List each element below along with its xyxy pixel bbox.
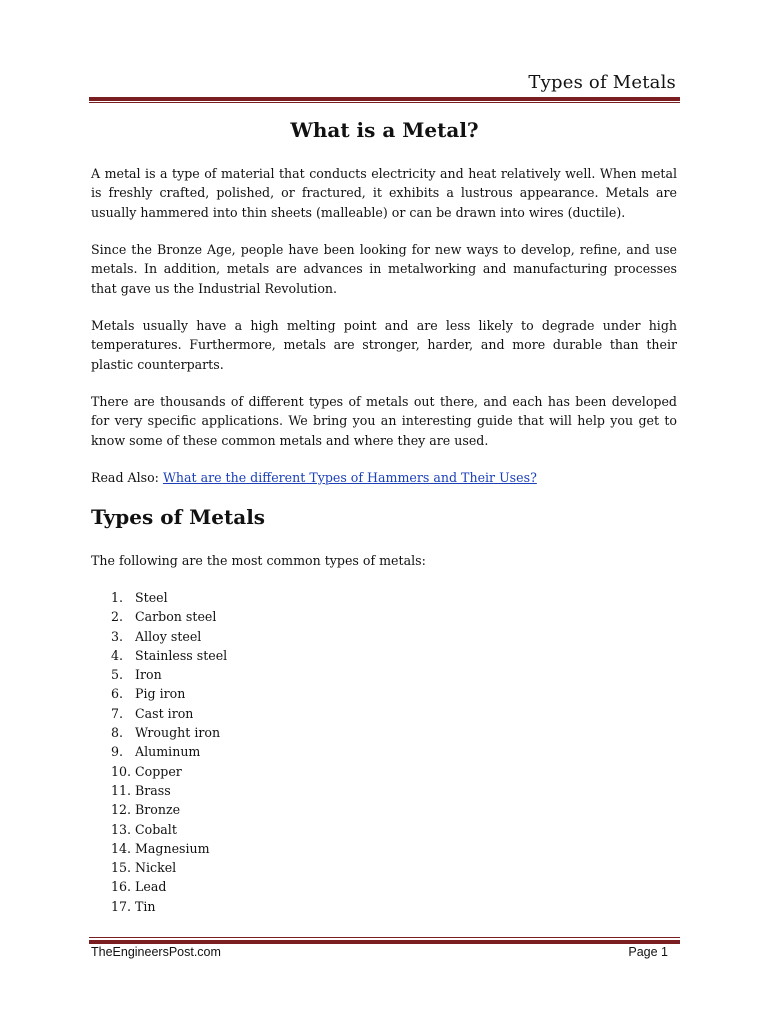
- list-item: 6. Pig iron: [111, 686, 186, 702]
- list-item: 12. Bronze: [111, 802, 181, 818]
- list-item: 11. Brass: [111, 782, 171, 798]
- paragraph-1: A metal is a type of material that conducts electricity and heat relatively well. When metal is freshly crafted, polished, or fractured, it exhibits a lustrous appearance. Metals are usually hammered into thin sheets (malleable) or can be drawn into wires (ductile).: [91, 166, 677, 220]
- list-item: 13. Cobalt: [111, 821, 177, 837]
- list-item: 2. Carbon steel: [111, 609, 217, 625]
- metal-types-list: [111, 588, 227, 916]
- header-rule-thin: [89, 102, 680, 103]
- running-header-title: Types of Metals: [528, 72, 676, 93]
- paragraph-4: There are thousands of different types of metals out there, and each has been developed for very specific applications. We bring you an interesting guide that will help you get to know some of these common metals and where they are used.: [91, 394, 677, 448]
- footer-rule-thick: [89, 940, 680, 944]
- paragraph-3: Metals usually have a high melting point and are less likely to degrade under high temperatures. Furthermore, metals are stronger, harder, and more durable than their plastic counterparts.: [91, 318, 677, 372]
- list-item: 15. Nickel: [111, 860, 177, 876]
- header-rule-thick: [89, 97, 680, 101]
- list-item: 10. Copper: [111, 763, 182, 779]
- footer-rule-thin: [89, 937, 680, 938]
- list-item: 9. Aluminum: [111, 744, 201, 760]
- footer-site-name: TheEngineersPost.com: [91, 945, 221, 959]
- list-item: 4. Stainless steel: [111, 647, 228, 663]
- read-also-label: Read Also:: [91, 470, 163, 485]
- list-item: 5. Iron: [111, 667, 162, 683]
- section-heading-what-is-metal: What is a Metal?: [290, 118, 479, 142]
- list-item: 7. Cast iron: [111, 705, 194, 721]
- list-item: 16. Lead: [111, 879, 167, 895]
- footer-page-number: Page 1: [628, 945, 668, 959]
- section-heading-types-of-metals: Types of Metals: [91, 505, 266, 529]
- paragraph-2: Since the Bronze Age, people have been looking for new ways to develop, refine, and use metals. In addition, metals are advances in metalworking and manufacturing processes that gave us the Industrial Revolution.: [91, 242, 677, 296]
- list-item: 3. Alloy steel: [111, 628, 202, 644]
- read-also-link[interactable]: What are the different Types of Hammers and Their Uses?: [162, 470, 537, 485]
- list-item: 17. Tin: [111, 898, 156, 914]
- list-item: 1. Steel: [111, 590, 168, 605]
- read-also-line: [91, 468, 677, 487]
- list-item: 8. Wrought iron: [111, 725, 221, 741]
- list-item: 14. Magnesium: [111, 840, 210, 856]
- list-intro: The following are the most common types of metals:: [91, 553, 426, 568]
